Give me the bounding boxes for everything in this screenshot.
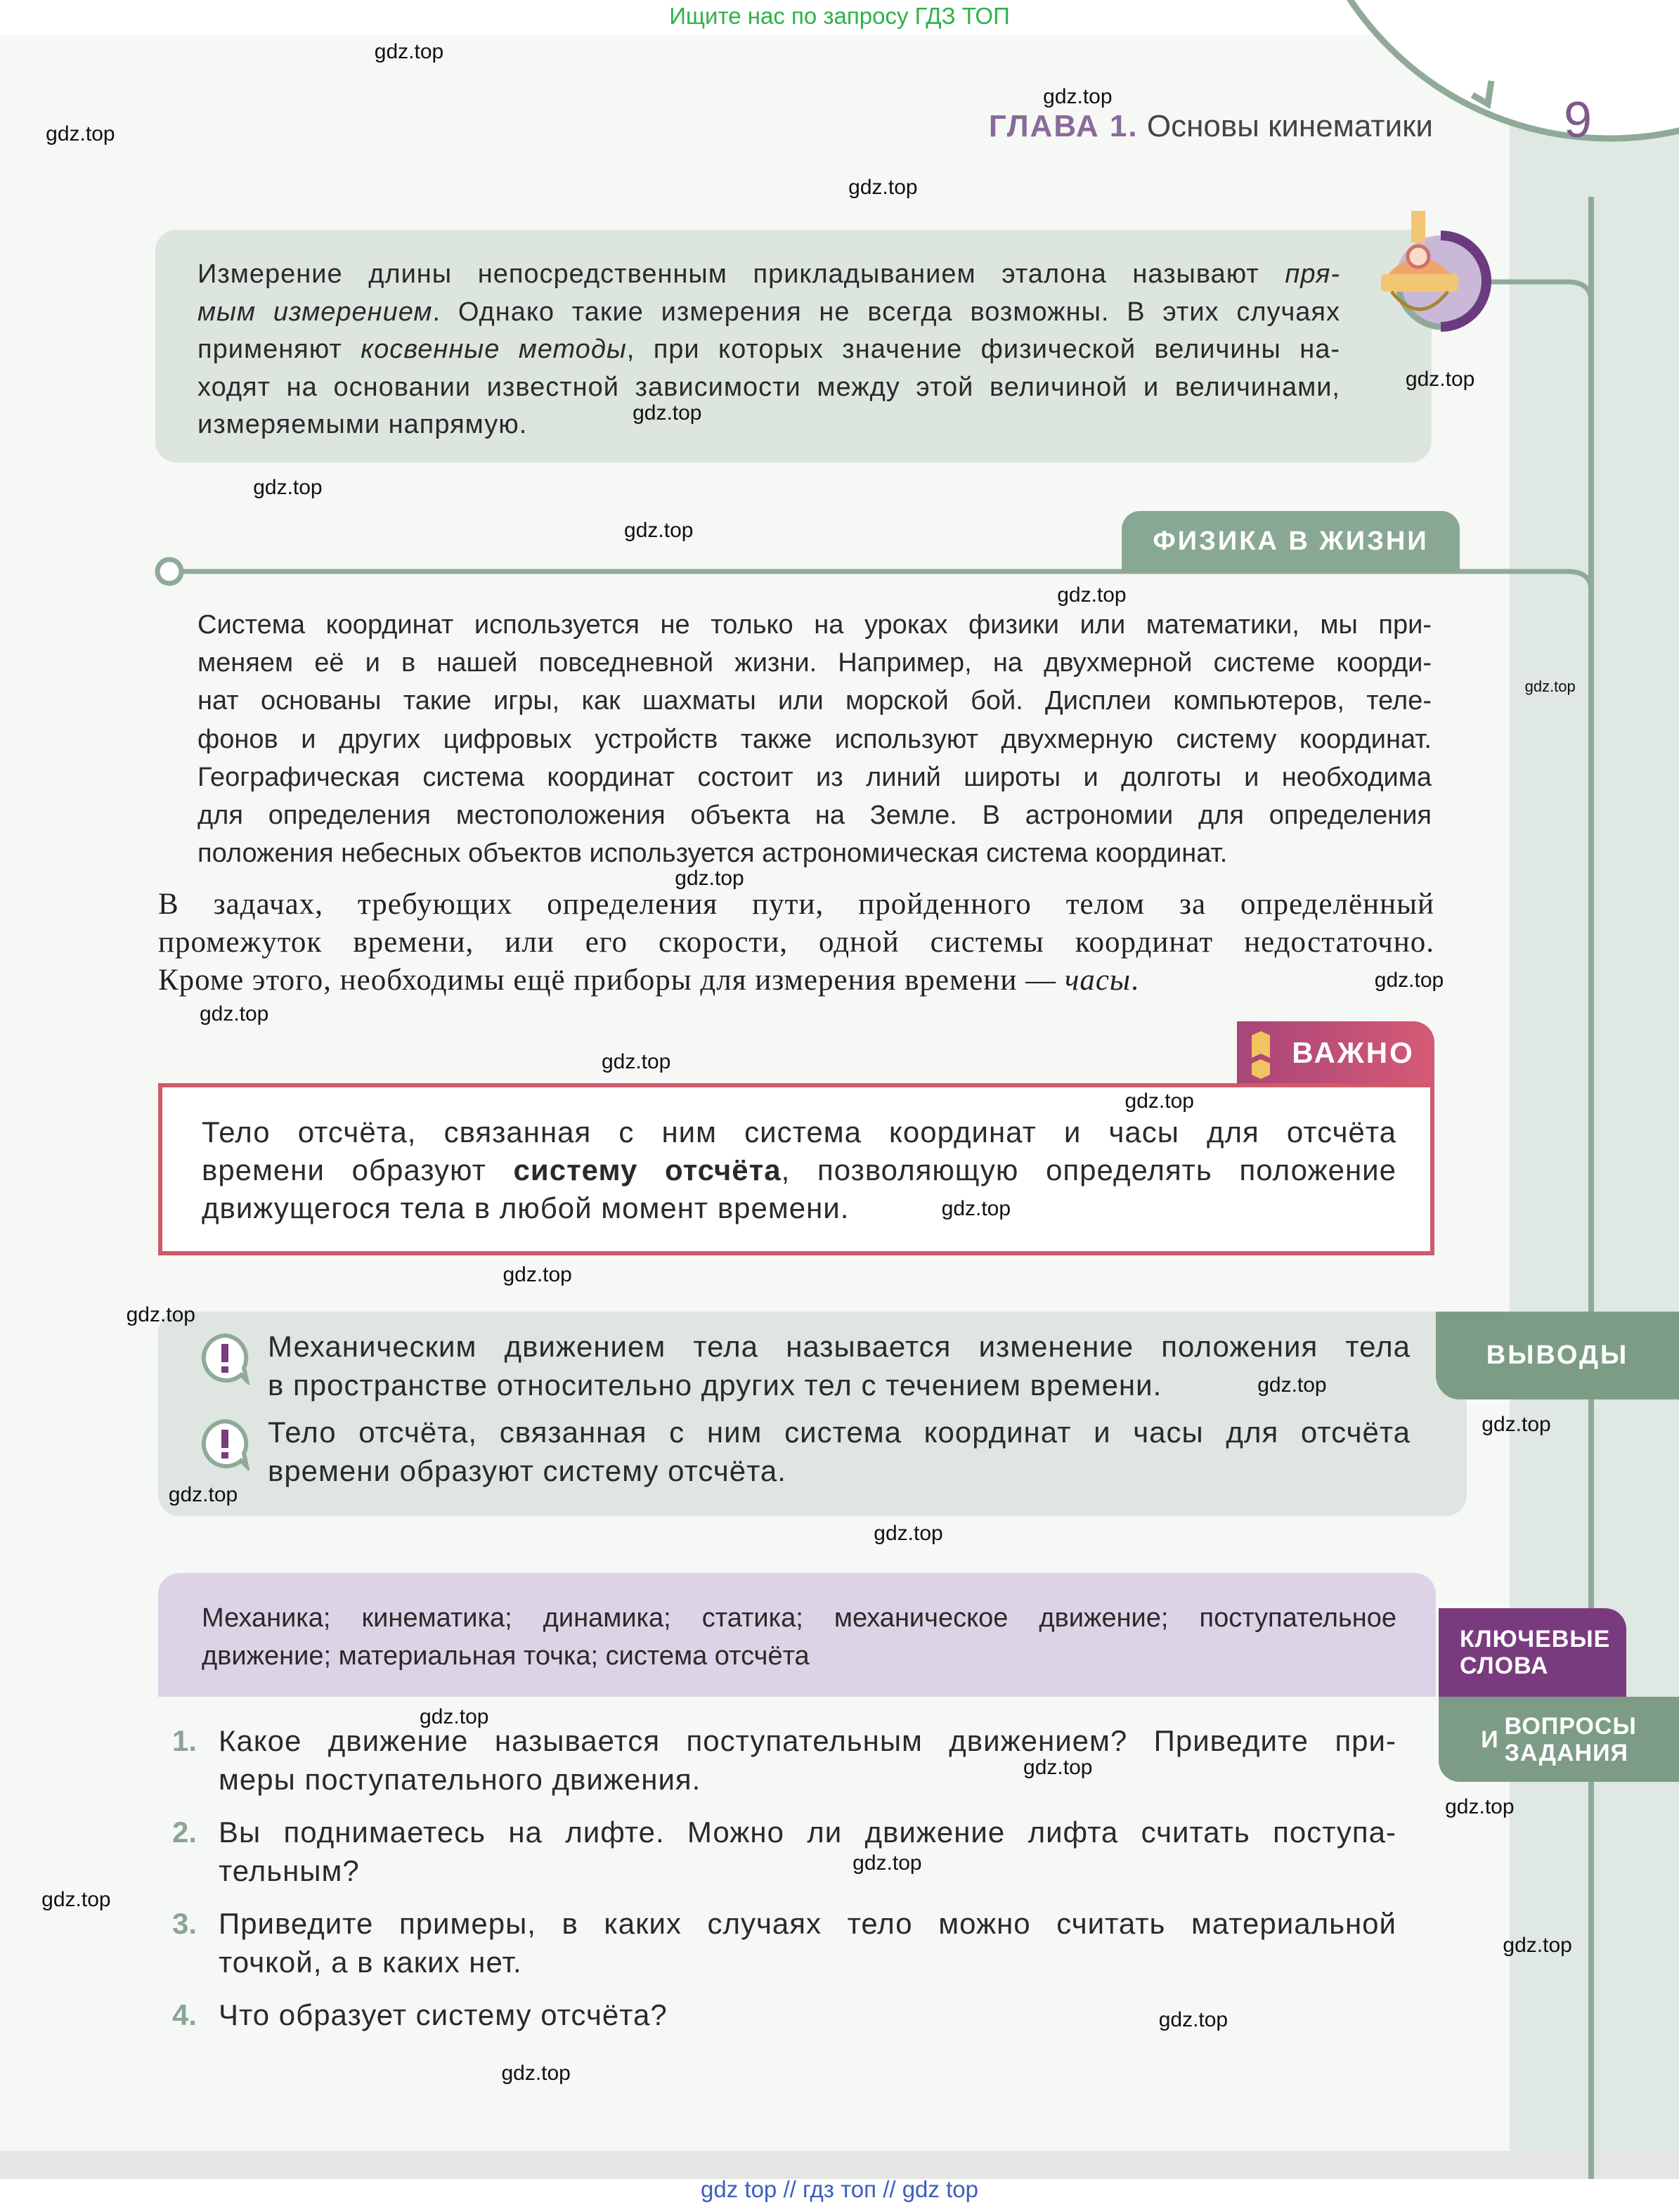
text-segment: промежуток времени, или его скорости, одной системы координат недостаточно. — [158, 926, 1434, 959]
text-segment: , при которых значение физической величины на- — [626, 335, 1340, 364]
keywords-tab — [1439, 1608, 1626, 1697]
question-number: 3. — [172, 1907, 197, 1940]
conclusions-list — [197, 1327, 1411, 1499]
intro-text — [197, 256, 1340, 444]
italic-term: косвенные методы — [361, 335, 627, 364]
question-text — [219, 1813, 1396, 1890]
text-segment: движущегося тела в любой момент времени. — [202, 1191, 850, 1224]
question-text — [219, 1721, 1396, 1799]
questions-tab-line1: ВОПРОСЫ — [1504, 1712, 1637, 1740]
important-icon — [1248, 1030, 1273, 1079]
text-line — [268, 1366, 1411, 1404]
text-line — [219, 1904, 1396, 1943]
text-line — [197, 682, 1432, 720]
watermark-text: gdz.top — [1124, 1089, 1194, 1113]
italic-term: мым измерением — [197, 297, 433, 327]
text-line — [197, 606, 1432, 644]
section-line — [182, 571, 1591, 590]
important-tab — [1237, 1021, 1434, 1085]
text-segment: времени образуют — [202, 1153, 514, 1186]
text-line — [202, 1189, 1396, 1227]
keywords-tab-line1: КЛЮЧЕВЫЕ — [1460, 1626, 1611, 1652]
exclamation-bubble-icon — [197, 1417, 252, 1470]
text-line — [202, 1637, 1396, 1675]
chapter-title: Основы кинематики — [1146, 109, 1433, 143]
important-label: ВАЖНО — [1292, 1036, 1415, 1069]
watermark-text: gdz.top — [1482, 1413, 1551, 1437]
conclusion-item — [197, 1327, 1411, 1404]
watermark-text: gdz.top — [1043, 85, 1113, 109]
text-line — [268, 1413, 1411, 1451]
watermark-text: gdz.top — [501, 2062, 571, 2085]
text-segment: Механическим движением тела называется изменение положения тела — [268, 1330, 1411, 1363]
text-segment: меняем её и в нашей повседневной жизни. Например, на двухмерной системе коорди- — [197, 648, 1432, 678]
questions-tab — [1439, 1697, 1679, 1782]
watermark-text: gdz.top — [168, 1483, 238, 1507]
text-line — [197, 369, 1340, 407]
watermark-text: gdz.top — [848, 175, 918, 199]
chapter-header — [989, 109, 1433, 144]
text-segment: для определения местоположения объекта на Земле. В астрономии для определения — [197, 801, 1432, 831]
text-segment: движение; материальная точка; система отсчёта — [202, 1641, 810, 1671]
text-segment: Тело отсчёта, связанная с ним система координат и часы для отсчёта — [268, 1416, 1411, 1449]
text-segment: Вы поднимаетесь на лифте. Можно ли движение лифта считать поступа- — [219, 1816, 1396, 1849]
search-hint: Ищите нас по запросу ГДЗ ТОП — [669, 3, 1010, 29]
watermark-text: gdz.top — [126, 1302, 196, 1326]
section-marker — [157, 560, 181, 583]
conclusion-text — [268, 1413, 1411, 1490]
text-segment: Измерение длины непосредственным прикладыванием эталона называют — [197, 259, 1285, 289]
text-segment: Географическая система координат состоит из линий широты и долготы и необходима — [197, 762, 1432, 792]
text-line — [197, 256, 1340, 294]
text-segment: В задачах, требующих определения пути, пройденного телом за определённый — [158, 888, 1434, 921]
text-segment: Приведите примеры, в каких случаях тело можно считать материальной — [219, 1907, 1396, 1940]
watermark-text: gdz.top — [1405, 367, 1475, 391]
text-segment: применяют — [197, 335, 361, 364]
text-segment: Система координат используется не только на уроках физики или математики, мы при- — [197, 610, 1432, 640]
text-segment: , позволяющую определять положение — [781, 1153, 1396, 1186]
physics-in-life-text — [197, 606, 1432, 872]
questions-tab-line2: ЗАДАНИЯ — [1504, 1739, 1628, 1766]
question-text — [219, 1904, 1396, 1981]
italic-term: часы — [1064, 964, 1132, 997]
text-line — [219, 1851, 1396, 1890]
watermark-text: gdz.top — [374, 40, 444, 64]
keywords-tab-line2: СЛОВА — [1460, 1652, 1549, 1679]
italic-term: пря- — [1285, 259, 1340, 289]
text-segment: положения небесных объектов используется астрономическая система координат. — [197, 839, 1228, 869]
questions-list — [172, 1721, 1396, 2048]
questions-tab-and: И — [1481, 1726, 1499, 1753]
chapter-label: ГЛАВА 1. — [988, 109, 1139, 143]
watermark-text: gdz.top — [1158, 2008, 1229, 2032]
watermark-text: gdz.top — [1374, 968, 1444, 992]
text-segment: Какое движение называется поступательным движением? Приведите при- — [219, 1724, 1396, 1757]
text-line — [197, 834, 1432, 872]
conclusion-item — [197, 1413, 1411, 1490]
watermark-text: gdz.top — [1257, 1373, 1327, 1397]
exclamation-bubble-icon — [197, 1331, 252, 1385]
watermark-text: gdz.top — [199, 1002, 269, 1026]
text-line — [197, 796, 1432, 834]
text-segment: измеряемыми напрямую. — [197, 410, 528, 439]
text-line — [197, 406, 1340, 444]
footer-links[interactable]: gdz top // гдз топ // gdz top — [701, 2176, 978, 2202]
text-line — [158, 924, 1434, 962]
text-line — [197, 294, 1340, 332]
question-item — [172, 1813, 1396, 1890]
conclusion-text — [268, 1327, 1411, 1404]
text-segment: нат основаны такие игры, как шахматы или морской бой. Дисплеи компьютеров, теле- — [197, 686, 1432, 716]
text-segment: точкой, а в каких нет. — [219, 1946, 522, 1979]
text-line — [197, 331, 1340, 369]
physics-in-life-tab: ФИЗИКА В ЖИЗНИ — [1122, 511, 1460, 571]
text-line — [268, 1327, 1411, 1366]
text-segment: Кроме этого, необходимы ещё приборы для измерения времени — — [158, 964, 1065, 997]
watermark-text: gdz.top — [633, 401, 702, 425]
text-line — [197, 720, 1432, 758]
text-segment: Механика; кинематика; динамика; статика; механическое движение; поступательное — [202, 1603, 1396, 1633]
text-line — [219, 1813, 1396, 1851]
question-number: 2. — [172, 1816, 197, 1849]
conclusions-tab: ВЫВОДЫ — [1436, 1312, 1679, 1399]
text-segment: . Однако такие измерения не всегда возможны. В этих случаях — [432, 297, 1341, 327]
question-item — [172, 1721, 1396, 1799]
text-segment: меры поступательного движения. — [219, 1763, 701, 1796]
text-line — [219, 1943, 1396, 1981]
watermark-text: gdz.top — [1503, 1933, 1572, 1957]
text-segment: тельным? — [219, 1854, 360, 1887]
vertical-line — [1588, 197, 1594, 2179]
watermark-text: gdz.top — [874, 1521, 943, 1545]
watermark-text: gdz.top — [1445, 1794, 1515, 1818]
text-segment: времени образуют систему отсчёта. — [268, 1454, 786, 1487]
text-segment: в пространстве относительно других тел с течением времени. — [268, 1369, 1162, 1402]
text-line — [197, 758, 1432, 796]
watermark-text: gdz.top — [853, 1851, 922, 1875]
watermark-text: gdz.top — [1023, 1755, 1093, 1779]
page-number: 9 — [1564, 92, 1593, 148]
bold-term: систему отсчёта — [513, 1153, 782, 1186]
text-segment: фонов и других цифровых устройств также используют двухмерную систему координат. — [197, 724, 1432, 754]
watermark-text: gdz.top — [41, 1888, 111, 1912]
text-line — [202, 1599, 1396, 1637]
watermark-text: gdz.top — [1524, 678, 1576, 696]
text-line — [158, 962, 1434, 1000]
watermark-text: gdz.top — [601, 1050, 671, 1074]
watermark-text: gdz.top — [624, 518, 694, 542]
watermark-text: gdz.top — [941, 1196, 1011, 1220]
helmet-icon — [1370, 204, 1497, 341]
text-line — [268, 1451, 1411, 1490]
text-segment: Что образует систему отсчёта? — [219, 1998, 668, 2031]
watermark-text: gdz.top — [420, 1705, 489, 1728]
text-line — [202, 1151, 1396, 1189]
text-line — [219, 1721, 1396, 1760]
watermark-text: gdz.top — [1057, 583, 1127, 607]
important-text — [202, 1113, 1396, 1227]
question-number: 4. — [172, 1998, 197, 2031]
text-segment: ходят на основании известной зависимости между этой величиной и величинами, — [197, 372, 1340, 402]
text-segment: Тело отсчёта, связанная с ним система координат и часы для отсчёта — [202, 1115, 1396, 1149]
main-paragraph — [158, 886, 1434, 1000]
text-segment: . — [1131, 964, 1139, 997]
text-line — [202, 1113, 1396, 1151]
question-item — [172, 1904, 1396, 1981]
watermark-text: gdz.top — [503, 1263, 572, 1287]
text-line — [219, 1760, 1396, 1799]
keywords-text — [202, 1599, 1396, 1675]
watermark-text: gdz.top — [675, 867, 744, 891]
watermark-text: gdz.top — [46, 122, 115, 145]
text-line — [197, 644, 1432, 682]
watermark-text: gdz.top — [253, 476, 323, 500]
text-line — [158, 886, 1434, 924]
question-number: 1. — [172, 1724, 197, 1757]
